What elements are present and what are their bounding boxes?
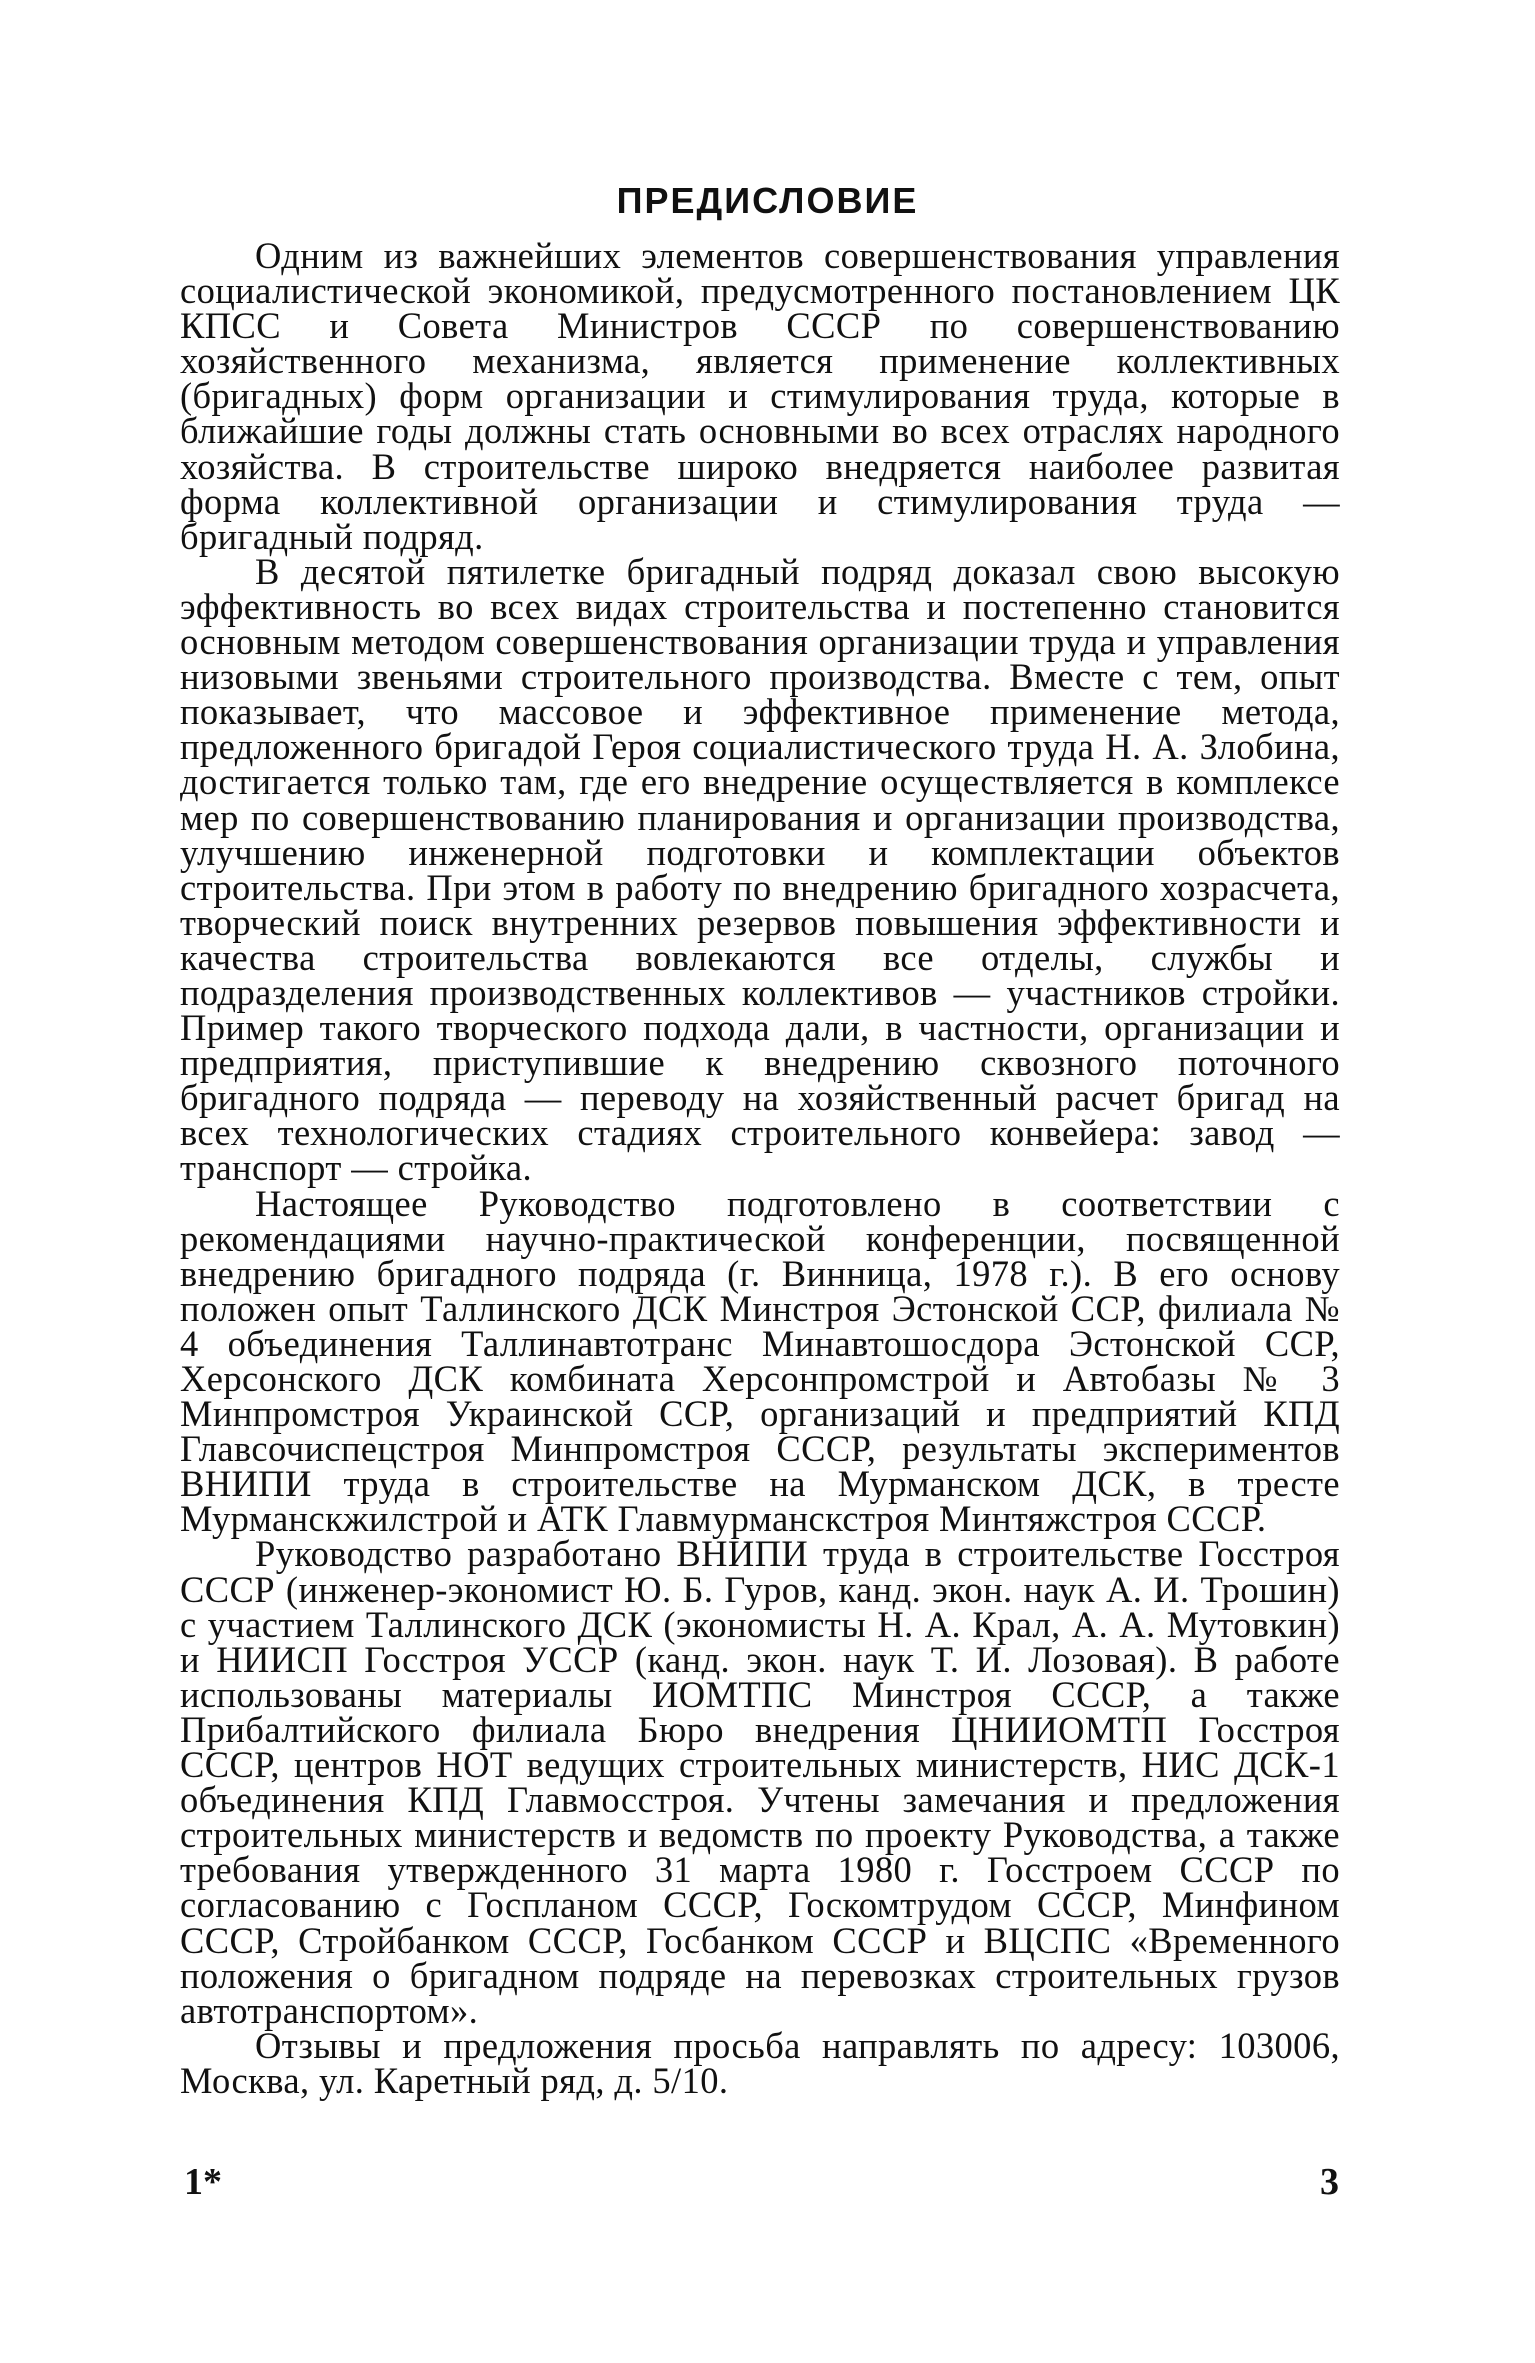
- paragraph-3: Настоящее Руководство подготовлено в соответствии с рекомендациями научно-практической конференции, посвященной внедрению бригадного подряда (г. Винница, 1978 г.). В его основу положен опыт Таллинского ДСК Минстроя Эстонской ССР, филиала № 4 объединения Таллинавтотранс Минавтошосдора Эстонской ССР, Херсонского ДСК комбината Херсонпромстрой и Автобазы № 3 Минпромстроя Украинской ССР, организаций и предприятий КПД Главсочиспецстроя Минпромстроя СССР, результаты экспериментов ВНИПИ труда в строительстве на Мурманском ДСК, в тресте Мурманскжилстрой и АТК Главмурманскстроя Минтяжстроя СССР.: [180, 1182, 1340, 1540]
- page-title: ПРЕДИСЛОВИЕ: [616, 180, 919, 221]
- paragraph-4: Руководство разработано ВНИПИ труда в строительстве Госстроя СССР (инженер-экономист Ю. Б. Гуров, канд. экон. наук А. И. Трошин) с участием Таллинского ДСК (экономисты Н. А. Крал, А. А. Мутовкин) и НИИСП Госстроя УССР (канд. экон. наук Т. И. Лозовая). В работе использованы материалы ИОМТПС Минстроя СССР, а также Прибалтийского филиала Бюро внедрения ЦНИИОМТП Госстроя СССР, центров НОТ ведущих строительных министерств, НИС ДСК-1 объединения КПД Главмосстроя. Учтены замечания и предложения строительных министерств и ведомств по проекту Руководства, а также требования утвержденного 31 марта 1980 г. Госстроем СССР по согласованию с Госпланом СССР, Госкомтрудом СССР, Минфином СССР, Стройбанком СССР, Госбанком СССР и ВЦСПС «Временного положения о бригадном подряде на перевозках строительных грузов автотранспортом».: [180, 1533, 1340, 2031]
- page-number: 3: [1320, 2161, 1339, 2203]
- preface-body: [180, 235, 1340, 2101]
- paragraph-1: Одним из важнейших элементов совершенствования управления социалистической экономикой, предусмотренного постановлением ЦК КПСС и Совета Министров СССР по совершенствованию хозяйственного механизма, является применение коллективных (бригадных) форм организации и стимулирования труда, которые в ближайшие годы должны стать основными во всех отраслях народного хозяйства. В строительстве широко внедряется наиболее развитая форма коллективной организации и стимулирования труда — бригадный подряд.: [180, 235, 1340, 557]
- paragraph-2: В десятой пятилетке бригадный подряд доказал свою высокую эффективность во всех видах строительства и постепенно становится основным методом совершенствования организации труда и управления низовыми звеньями строительного производства. Вместе с тем, опыт показывает, что массовое и эффективное применение метода, предложенного бригадой Героя социалистического труда Н. А. Злобина, достигается только там, где его внедрение осуществляется в комплексе мер по совершенствованию планирования и организации производства, улучшению инженерной подготовки и комплектации объектов строительства. При этом в работу по внедрению бригадного хозрасчета, творческий поиск внутренних резервов повышения эффективности и качества строительства вовлекаются все отделы, службы и подразделения производственных коллективов — участников стройки. Пример такого творческого подхода дали, в частности, организации и предприятия, приступившие к внедрению сквозного поточного бригадного подряда — переводу на хозяйственный расчет бригад на всех технологических стадиях строительного конвейера: завод — транспорт — стройка.: [180, 550, 1340, 1189]
- paragraph-5: Отзывы и предложения просьба направлять по адресу: 103006, Москва, ул. Каретный ряд, д. 5/10.: [180, 2024, 1340, 2101]
- signature-mark: 1*: [184, 2161, 222, 2203]
